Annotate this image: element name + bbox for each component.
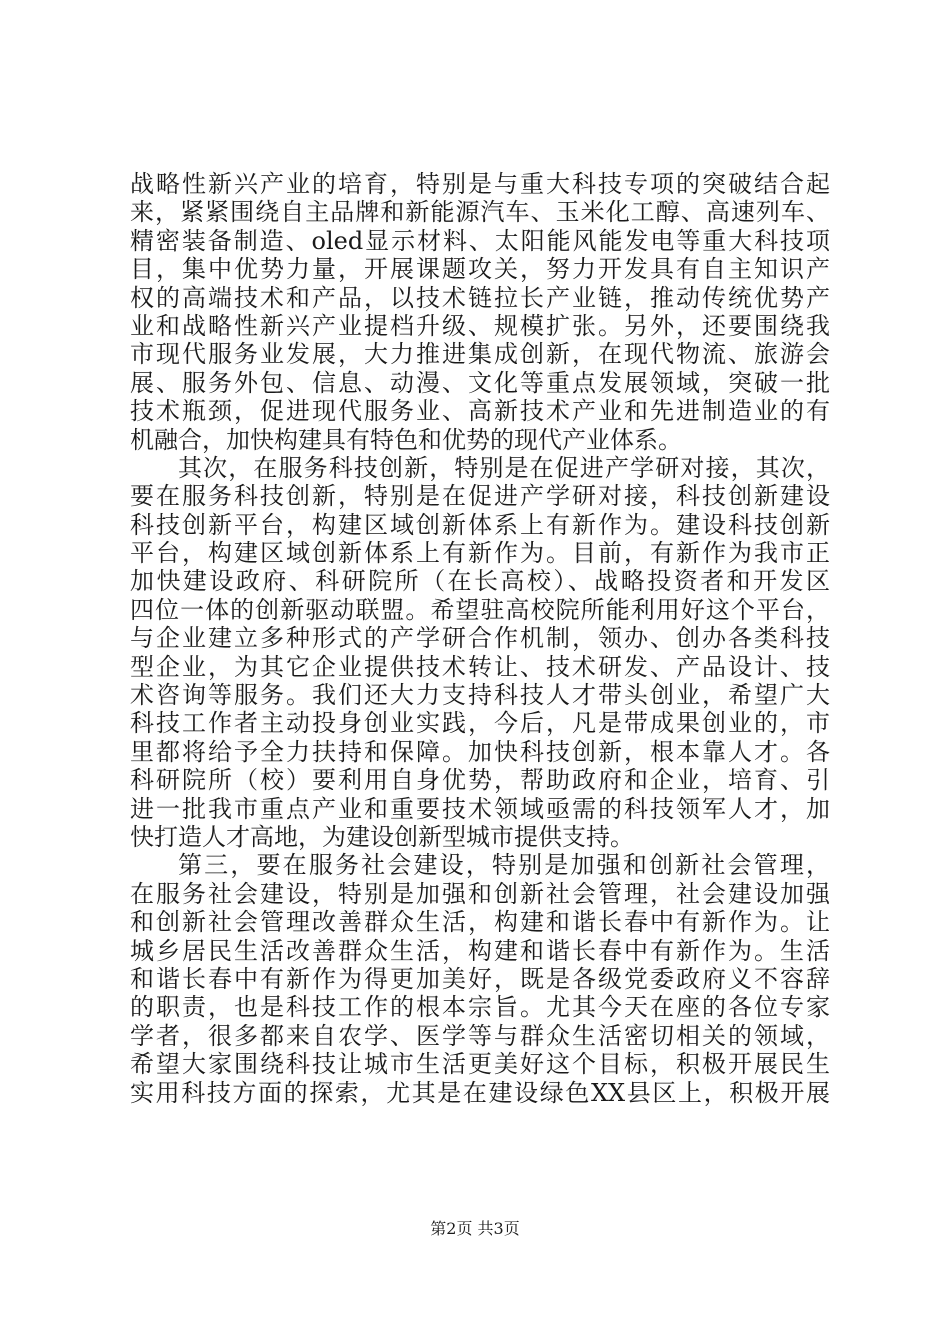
text-line: 型企业，为其它企业提供技术转让、技术研发、产品设计、技 [130, 652, 830, 681]
text-line: 来，紧紧围绕自主品牌和新能源汽车、玉米化工醇、高速列车、 [130, 198, 830, 227]
text-line: 和谐长春中有新作为得更加美好，既是各级党委政府义不容辞 [130, 964, 830, 993]
text-line: 业和战略性新兴产业提档升级、规模扩张。另外，还要围绕我 [130, 311, 830, 340]
page-footer [0, 1216, 950, 1239]
text-line: 城乡居民生活改善群众生活，构建和谐长春中有新作为。生活 [130, 936, 830, 965]
text-line: 术咨询等服务。我们还大力支持科技人才带头创业，希望广大 [130, 681, 830, 710]
text-line: 技术瓶颈，促进现代服务业、高新技术产业和先进制造业的有 [130, 397, 830, 426]
text-line: 机融合，加快构建具有特色和优势的现代产业体系。 [130, 425, 682, 454]
text-line: 展、服务外包、信息、动漫、文化等重点发展领域，突破一批 [130, 368, 830, 397]
text-line: 实用科技方面的探索，尤其是在建设绿色XX县区上，积极开展 [130, 1078, 830, 1107]
text-line: 目，集中优势力量，开展课题攻关，努力开发具有自主知识产 [130, 255, 830, 284]
body-text [130, 170, 830, 1107]
text-line: 四位一体的创新驱动联盟。希望驻高校院所能利用好这个平台， [130, 595, 830, 624]
text-line: 市现代服务业发展，大力推进集成创新，在现代物流、旅游会 [130, 340, 830, 369]
text-line: 科研院所（校）要利用自身优势，帮助政府和企业，培育、引 [130, 766, 830, 795]
text-line: 在服务社会建设，特别是加强和创新社会管理，社会建设加强 [130, 879, 830, 908]
text-line: 快打造人才高地，为建设创新型城市提供支持。 [130, 822, 634, 851]
text-line: 权的高端技术和产品，以技术链拉长产业链，推动传统优势产 [130, 283, 830, 312]
paragraph-start-line: 其次，在服务科技创新，特别是在促进产学研对接，其次， [178, 453, 830, 482]
text-line: 与企业建立多种形式的产学研合作机制，领办、创办各类科技 [130, 624, 830, 653]
text-line: 加快建设政府、科研院所（在长高校）、战略投资者和开发区 [130, 567, 830, 596]
text-line: 进一批我市重点产业和重要技术领域亟需的科技领军人才，加 [130, 794, 830, 823]
page-number-label: 第2页 共3页 [430, 1219, 520, 1238]
text-line: 学者，很多都来自农学、医学等与群众生活密切相关的领域， [130, 1021, 830, 1050]
text-line: 科技工作者主动投身创业实践，今后，凡是带成果创业的，市 [130, 709, 830, 738]
text-line: 平台，构建区域创新体系上有新作为。目前，有新作为我市正 [130, 539, 830, 568]
text-line: 科技创新平台，构建区域创新体系上有新作为。建设科技创新 [130, 510, 830, 539]
text-line: 的职责，也是科技工作的根本宗旨。尤其今天在座的各位专家 [130, 993, 830, 1022]
text-line: 战略性新兴产业的培育，特别是与重大科技专项的突破结合起 [130, 170, 830, 198]
text-line: 要在服务科技创新，特别是在促进产学研对接，科技创新建设 [130, 482, 830, 511]
text-line: 精密装备制造、oled显示材料、太阳能风能发电等重大科技项 [130, 226, 830, 255]
paragraph-start-line: 第三，要在服务社会建设，特别是加强和创新社会管理， [178, 851, 830, 880]
text-line: 和创新社会管理改善群众生活，构建和谐长春中有新作为。让 [130, 908, 830, 937]
text-line: 里都将给予全力扶持和保障。加快科技创新，根本靠人才。各 [130, 737, 830, 766]
text-line: 希望大家围绕科技让城市生活更美好这个目标，积极开展民生 [130, 1050, 830, 1079]
